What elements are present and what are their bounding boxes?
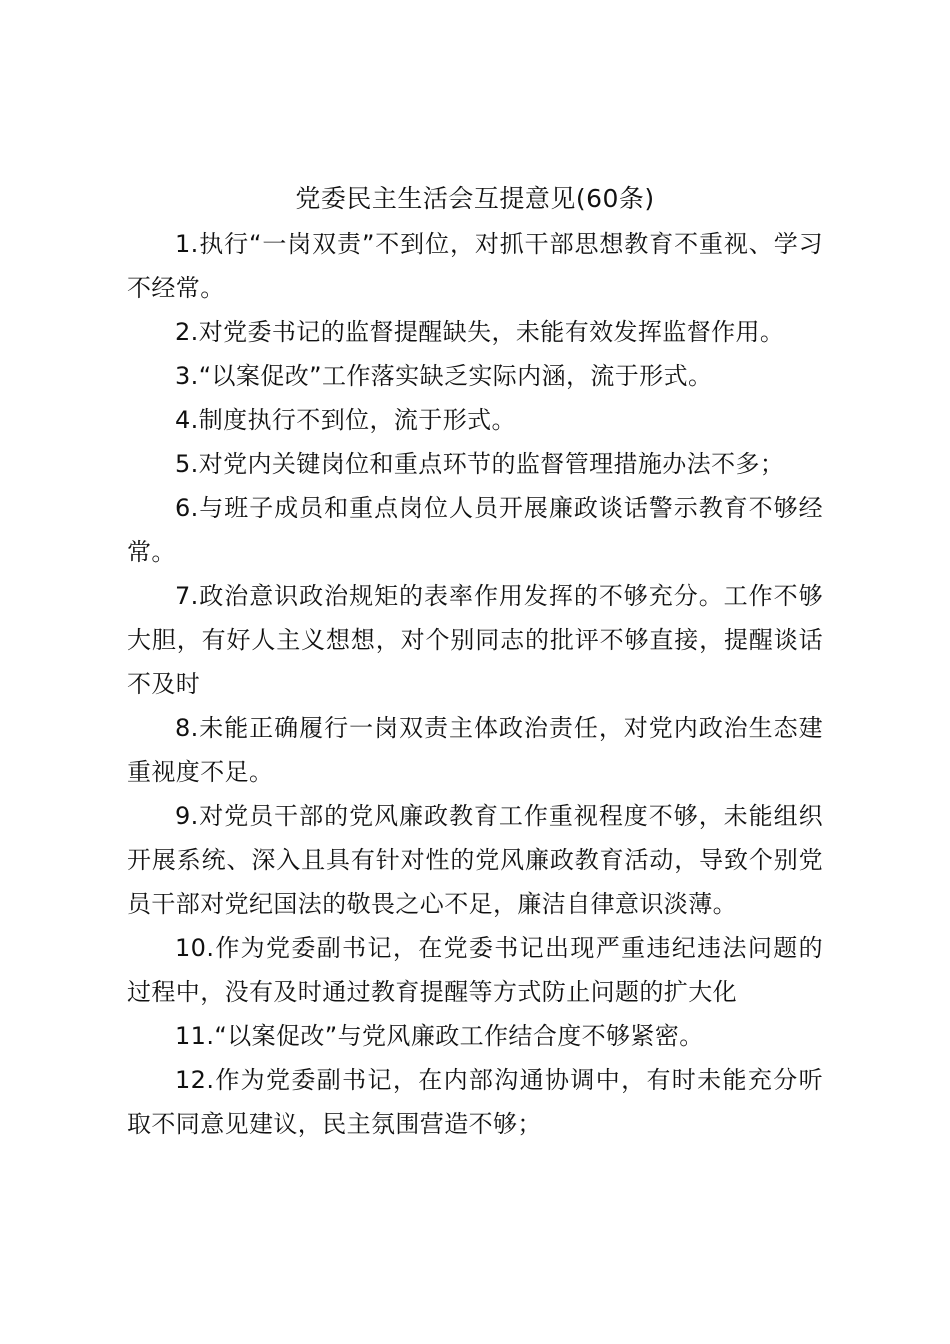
opinion-item-2: 2.对党委书记的监督提醒缺失，未能有效发挥监督作用。 (175, 318, 785, 346)
opinion-list (127, 222, 823, 1146)
opinion-item-1: 1.执行“一岗双责”不到位，对抓干部思想教育不重视、学习不经常。 (127, 230, 823, 302)
opinion-item-3: 3.“以案促改”工作落实缺乏实际内涵，流于形式。 (175, 362, 713, 390)
opinion-item-9: 9.对党员干部的党风廉政教育工作重视程度不够，未能组织开展系统、深入且具有针对性的党风廉政教育活动，导致个别党员干部对党纪国法的敬畏之心不足，廉洁自律意识淡薄。 (127, 802, 823, 918)
opinion-item-8: 8.未能正确履行一岗双责主体政治责任，对党内政治生态建重视度不足。 (127, 714, 823, 786)
opinion-item-4: 4.制度执行不到位，流于形式。 (175, 406, 516, 434)
opinion-item-7: 7.政治意识政治规矩的表率作用发挥的不够充分。工作不够大胆，有好人主义想想，对个别同志的批评不够直接，提醒谈话不及时 (127, 582, 823, 698)
opinion-item-5: 5.对党内关键岗位和重点环节的监督管理措施办法不多； (175, 450, 785, 478)
opinion-item-11: 11.“以案促改”与党风廉政工作结合度不够紧密。 (175, 1022, 704, 1050)
opinion-item-10: 10.作为党委副书记，在党委书记出现严重违纪违法问题的过程中，没有及时通过教育提醒等方式防止问题的扩大化 (127, 934, 823, 1006)
opinion-item-6: 6.与班子成员和重点岗位人员开展廉政谈话警示教育不够经常。 (127, 494, 823, 566)
document-title: 党委民主生活会互提意见(60条) (295, 184, 655, 213)
opinion-item-12: 12.作为党委副书记，在内部沟通协调中，有时未能充分听取不同意见建议，民主氛围营造不够； (127, 1066, 823, 1138)
document-body (127, 176, 823, 1146)
